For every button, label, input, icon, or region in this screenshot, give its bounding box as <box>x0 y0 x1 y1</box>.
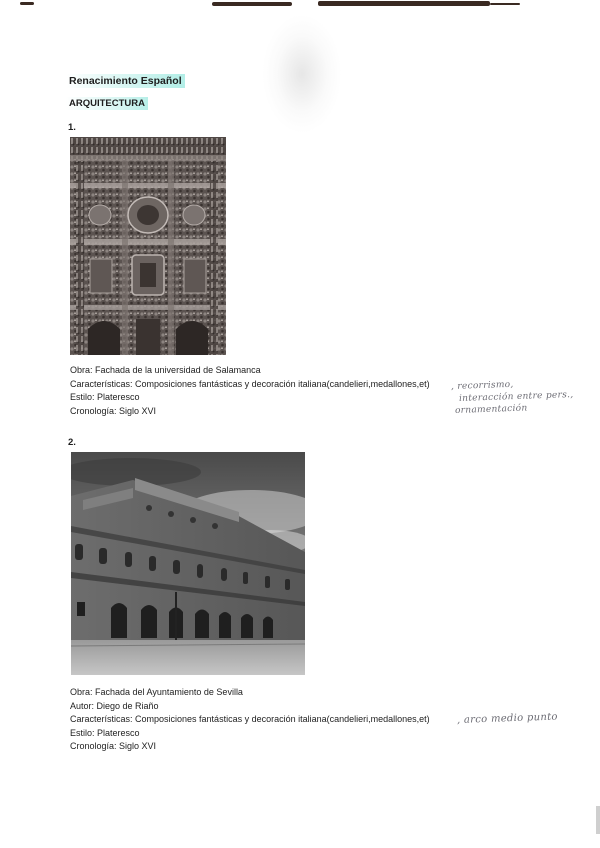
chronology-line: Cronología: Siglo XVI <box>70 741 157 752</box>
scan-smudge <box>262 14 342 134</box>
handwritten-note: interacción entre pers., <box>458 390 574 404</box>
characteristics-line: Características: Composiciones fantásticas y decoración italiana(candelieri,medallones,et) <box>70 378 430 389</box>
scan-artifact <box>318 1 490 6</box>
entry-number: 2. <box>68 437 76 448</box>
author-line: Autor: Diego de Riaño <box>70 700 159 711</box>
chronology-line: Cronología: Siglo XVI <box>70 405 157 416</box>
work-line: Obra: Fachada de la universidad de Salamanca <box>70 365 261 375</box>
work-line: Obra: Fachada del Ayuntamiento de Sevilla <box>70 687 243 697</box>
entry-2-details <box>70 686 430 754</box>
document-title: Renacimiento Español <box>66 74 185 88</box>
entry-number: 1. <box>68 122 76 133</box>
handwritten-note: ornamentación <box>454 403 528 416</box>
scan-artifact <box>212 2 292 6</box>
section-heading: ARQUITECTURA <box>66 97 148 110</box>
salamanca-facade-photo <box>70 137 226 355</box>
style-line: Estilo: Plateresco <box>70 392 140 403</box>
entry-1-details <box>70 364 430 418</box>
scan-artifact <box>490 3 520 5</box>
scan-artifact <box>596 806 600 834</box>
scan-artifact <box>20 2 34 5</box>
sevilla-townhall-photo <box>71 452 305 675</box>
handwritten-note: , recorrismo, <box>450 379 514 392</box>
handwritten-note: , arco medio punto <box>456 711 558 726</box>
style-line: Estilo: Plateresco <box>70 727 140 738</box>
characteristics-line: Características: Composiciones fantásticas y decoración italiana(candelieri,medallones,et) <box>70 714 430 725</box>
